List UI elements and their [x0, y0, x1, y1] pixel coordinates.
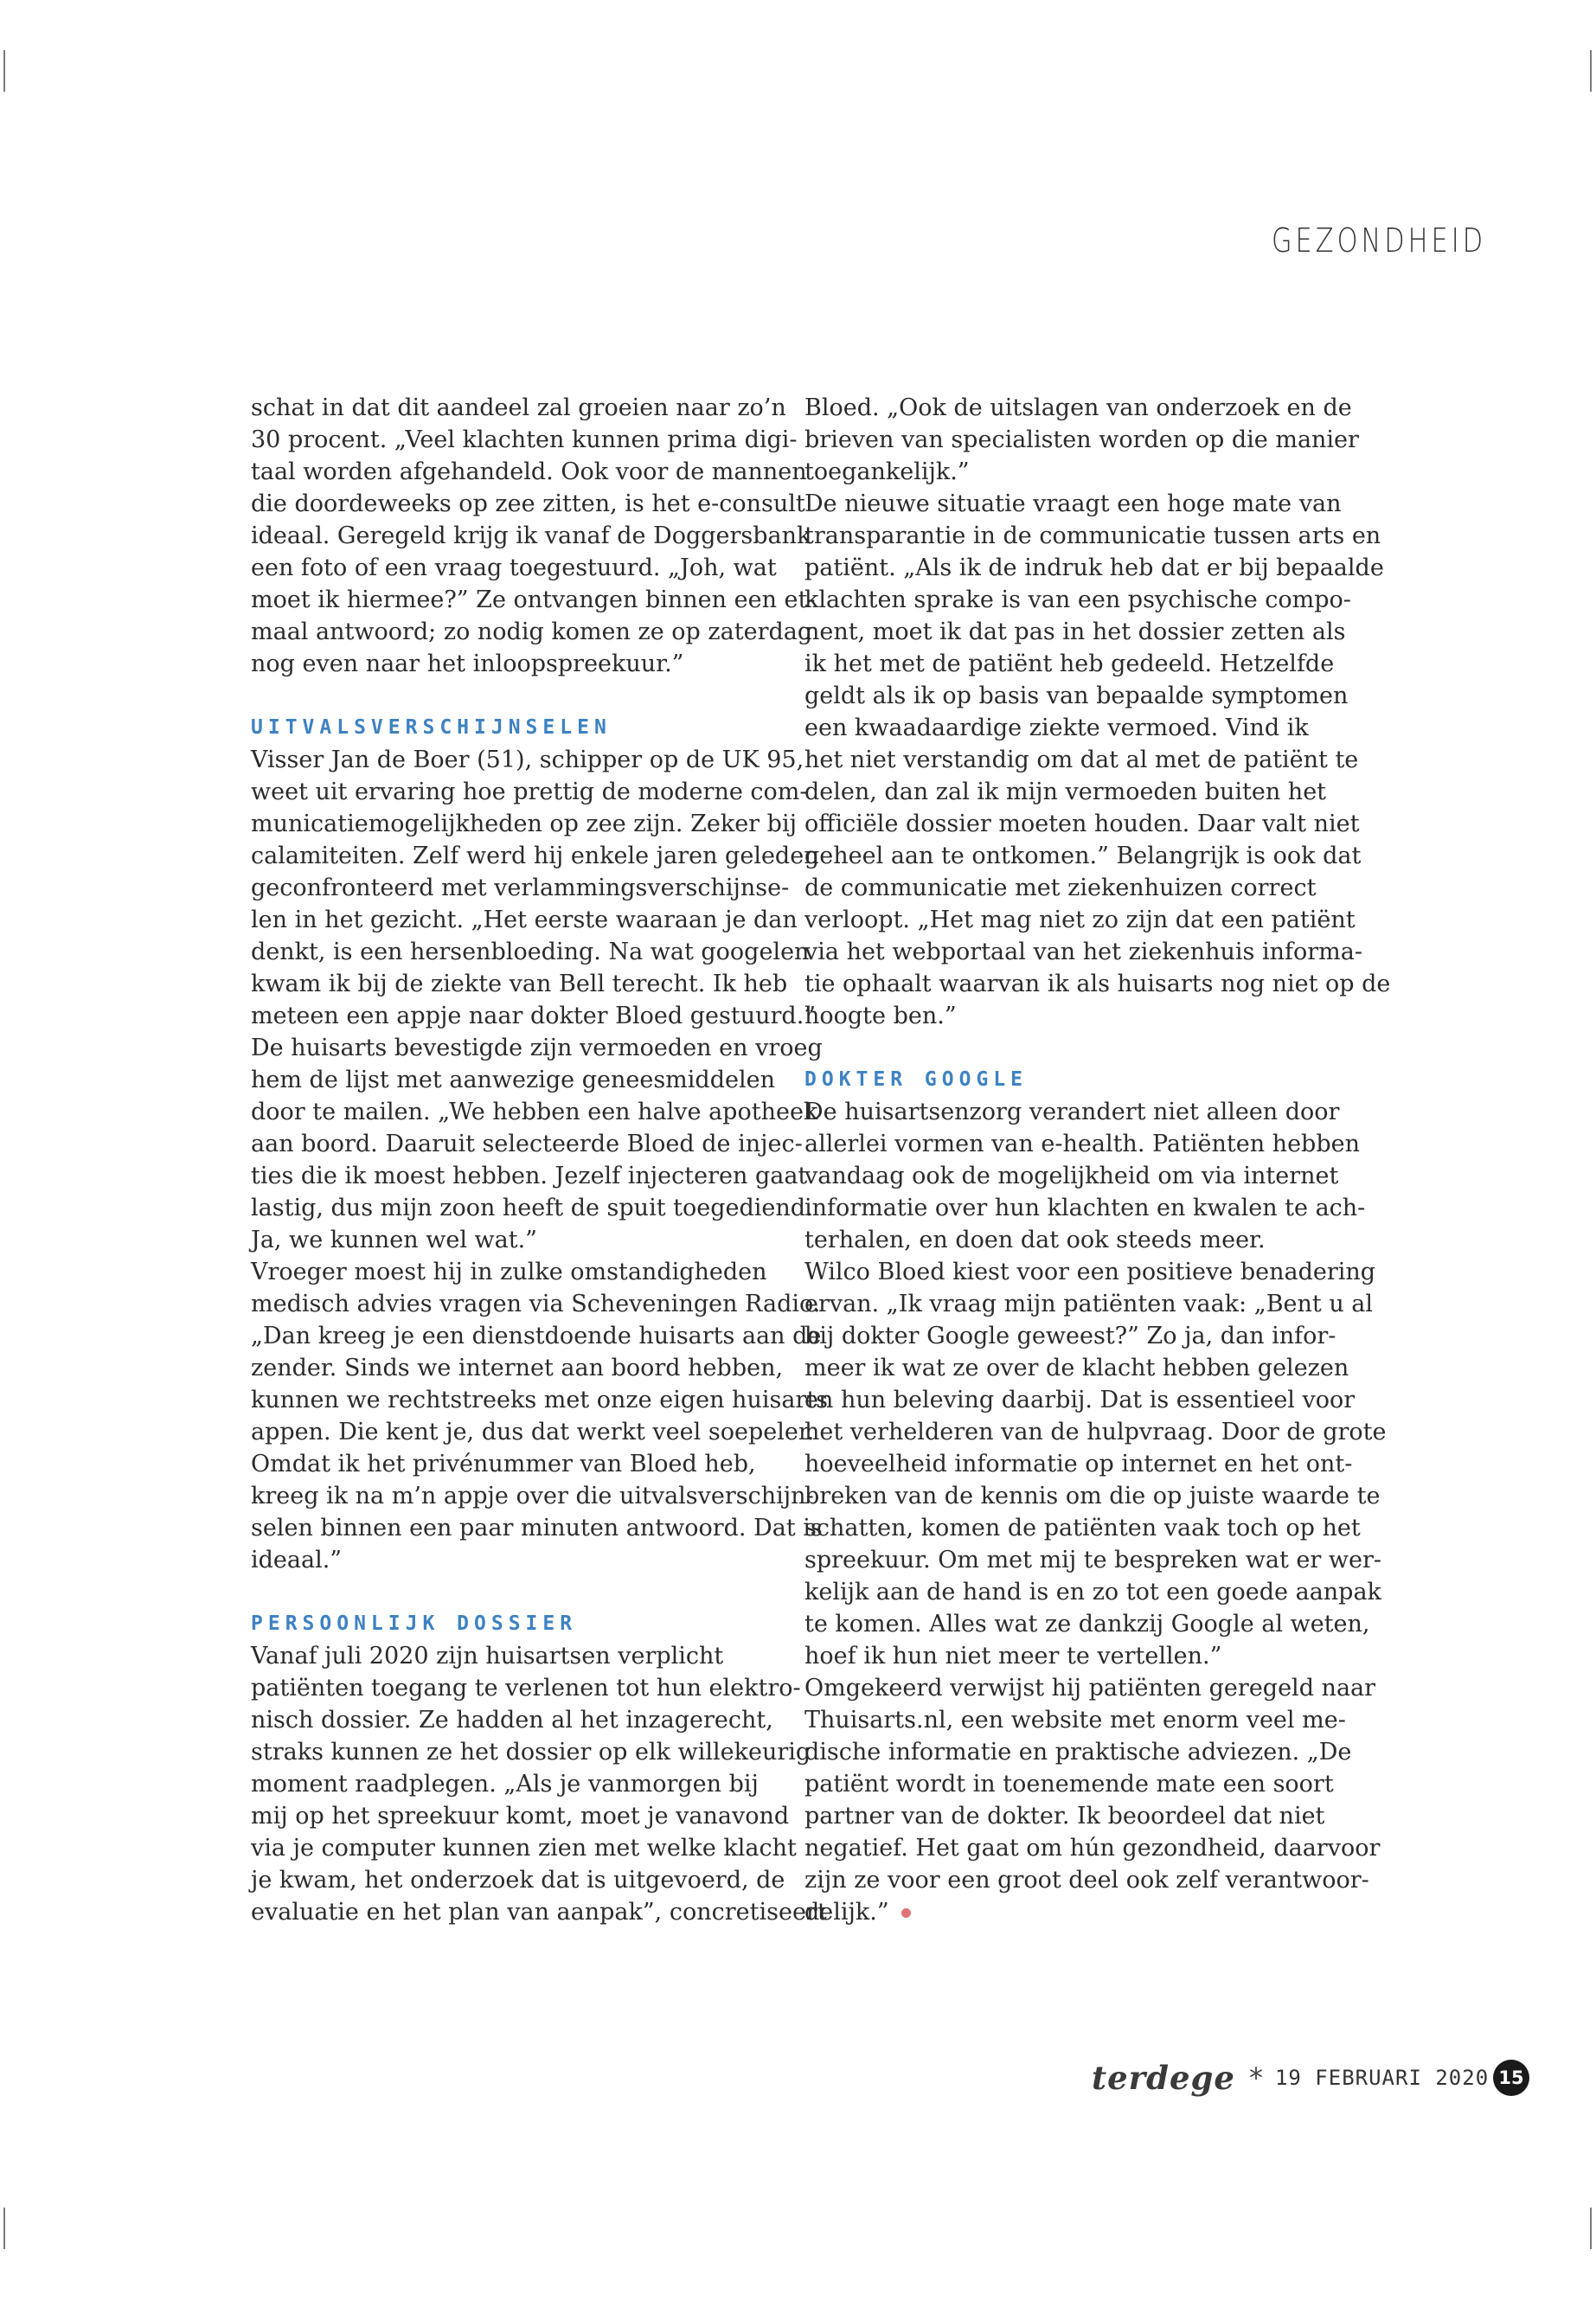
column-right — [804, 392, 1391, 1928]
text-line: allerlei vormen van e-health. Patiënten hebben — [804, 1131, 1360, 1157]
text-line: verloopt. „Het mag niet zo zijn dat een patiënt — [804, 907, 1356, 933]
heading-persoonlijk-dossier: PERSOONLIJK DOSSIER — [251, 1612, 578, 1635]
text-line: hoef ik hun niet meer te vertellen.” — [804, 1643, 1222, 1670]
text-line: via je computer kunnen zien met welke klacht — [251, 1835, 797, 1862]
text-line: door te mailen. „We hebben een halve apotheek — [251, 1099, 818, 1125]
text-line: het niet verstandig om dat al met de patiënt te — [804, 747, 1359, 773]
text-line: medisch advies vragen via Scheveningen Radio. — [251, 1291, 821, 1317]
page-number-badge: 15 — [1493, 2060, 1529, 2096]
text-line: delen, dan zal ik mijn vermoeden buiten het — [804, 779, 1327, 805]
text-line: straks kunnen ze het dossier op elk willekeurig — [251, 1739, 811, 1766]
text-line: zender. Sinds we internet aan boord hebben, — [251, 1355, 784, 1381]
text-line: dische informatie en praktische adviezen. „De — [804, 1739, 1352, 1766]
text-line: denkt, is een hersenbloeding. Na wat googelen — [251, 939, 810, 965]
text-line: die doordeweeks op zee zitten, is het e-consult — [251, 490, 805, 517]
text-line: schat in dat dit aandeel zal groeien naar zo’n — [251, 394, 786, 421]
right-intro-text — [804, 392, 1391, 1032]
crop-mark-top-left — [3, 50, 5, 92]
column-left — [251, 392, 829, 1928]
text-line: De nieuwe situatie vraagt een hoge mate van — [804, 490, 1342, 517]
text-line: je kwam, het onderzoek dat is uitgevoerd, de — [251, 1867, 785, 1894]
text-line: mij op het spreekuur komt, moet je vanavond — [251, 1803, 790, 1830]
spacer — [804, 1032, 1332, 1064]
section-label: GEZONDHEID — [1272, 221, 1487, 260]
text-line: patiënt. „Als ik de indruk heb dat er bij bepaalde — [804, 554, 1384, 581]
text-line: Bloed. „Ook de uitslagen van onderzoek en de — [804, 394, 1352, 421]
end-of-article-dot-icon — [901, 1908, 911, 1918]
text-line: hoeveelheid informatie op internet en het ont- — [804, 1451, 1353, 1477]
text-line: calamiteiten. Zelf werd hij enkele jaren geleden — [251, 843, 819, 869]
text-line: vandaag ook de mogelijkheid om via internet — [804, 1163, 1339, 1189]
text-line: kwam ik bij de ziekte van Bell terecht. Ik heb — [251, 971, 788, 997]
heading-dokter-google: DOKTER GOOGLE — [804, 1068, 1029, 1091]
text-line: len in het gezicht. „Het eerste waaraan je dan — [251, 907, 798, 933]
text-line: geheel aan te ontkomen.” Belangrijk is ook dat — [804, 843, 1362, 869]
text-line: kelijk aan de hand is en zo tot een goede aanpak — [804, 1579, 1381, 1606]
text-line: hem de lijst met aanwezige geneesmiddelen — [251, 1067, 775, 1093]
text-line: Visser Jan de Boer (51), schipper op de UK 95, — [251, 747, 804, 773]
text-line: bij dokter Google geweest?” Zo ja, dan infor- — [804, 1323, 1336, 1349]
text-line: Omgekeerd verwijst hij patiënten geregeld naar — [804, 1675, 1376, 1702]
text-line: ik het met de patiënt heb gedeeld. Hetzelfde — [804, 651, 1335, 677]
text-line: municatiemogelijkheden op zee zijn. Zeker bij — [251, 811, 797, 837]
text-line: schatten, komen de patiënten vaak toch op het — [804, 1515, 1361, 1541]
text-line: De huisartsenzorg verandert niet alleen door — [804, 1099, 1340, 1125]
footer — [1092, 2058, 1489, 2098]
text-line: maal antwoord; zo nodig komen ze op zaterdag — [251, 619, 813, 645]
text-line: Thuisarts.nl, een website met enorm veel me- — [804, 1707, 1346, 1734]
spacer — [251, 1576, 779, 1608]
text-line: brieven van specialisten worden op die manier — [804, 426, 1359, 453]
text-line: een kwaadaardige ziekte vermoed. Vind ik — [804, 715, 1309, 741]
section-dokter-google-text — [804, 1096, 1387, 1928]
text-line: zijn ze voor een groot deel ook zelf verantwoor- — [804, 1867, 1369, 1894]
text-line: evaluatie en het plan van aanpak”, concretiseert — [251, 1899, 827, 1926]
text-line: Ja, we kunnen wel wat.” — [251, 1227, 537, 1253]
text-line: te komen. Alles wat ze dankzij Google al weten, — [804, 1611, 1370, 1638]
text-line: een foto of een vraag toegestuurd. „Joh, wat — [251, 554, 777, 581]
text-line: kreeg ik na m’n appje over die uitvalsverschijn- — [251, 1483, 814, 1509]
crop-mark-top-right — [1590, 50, 1592, 92]
text-line: nisch dossier. Ze hadden al het inzagerecht, — [251, 1707, 773, 1734]
text-line: Vroeger moest hij in zulke omstandigheden — [251, 1259, 767, 1285]
issue-date: 19 FEBRUARI 2020 — [1274, 2066, 1490, 2090]
text-line: aan boord. Daaruit selecteerde Bloed de injec- — [251, 1131, 803, 1157]
section-persoonlijk-dossier-text — [251, 1640, 827, 1928]
text-line: Omdat ik het privénummer van Bloed heb, — [251, 1451, 756, 1477]
text-line: negatief. Het gaat om hún gezondheid, daarvoor — [804, 1835, 1381, 1862]
left-intro-text — [251, 392, 816, 680]
text-line: 30 procent. „Veel klachten kunnen prima digi- — [251, 426, 798, 453]
text-line: patiënt wordt in toenemende mate een soort — [804, 1771, 1334, 1798]
text-line: nog even naar het inloopspreekuur.” — [251, 651, 684, 677]
text-line: „Dan kreeg je een dienstdoende huisarts aan de — [251, 1323, 822, 1349]
text-line: lastig, dus mijn zoon heeft de spuit toegediend. — [251, 1195, 813, 1221]
text-line: taal worden afgehandeld. Ook voor de mannen — [251, 458, 807, 485]
text-line: klachten sprake is van een psychische compo- — [804, 586, 1351, 613]
text-line: appen. Die kent je, dus dat werkt veel soepeler. — [251, 1419, 815, 1445]
text-line: hoogte ben.” — [804, 1003, 957, 1029]
text-line: toegankelijk.” — [804, 458, 970, 485]
section-uitvalsverschijnselen-text — [251, 744, 829, 1576]
text-line: delijk.” — [804, 1896, 1332, 1928]
text-line: Wilco Bloed kiest voor een positieve benadering — [804, 1259, 1376, 1285]
text-line: meer ik wat ze over de klacht hebben gelezen — [804, 1355, 1349, 1381]
crop-mark-bottom-left — [3, 2208, 5, 2249]
text-line: het verhelderen van de hulpvraag. Door de grote — [804, 1419, 1387, 1445]
text-line: nent, moet ik dat pas in het dossier zetten als — [804, 619, 1346, 645]
crop-mark-bottom-right — [1590, 2208, 1592, 2249]
text-line: ervan. „Ik vraag mijn patiënten vaak: „Bent u al — [804, 1291, 1374, 1317]
text-line: transparantie in de communicatie tussen arts en — [804, 522, 1381, 549]
text-line: officiële dossier moeten houden. Daar valt niet — [804, 811, 1360, 837]
text-line: moet ik hiermee?” Ze ontvangen binnen een et- — [251, 586, 816, 613]
text-line: tie ophaalt waarvan ik als huisarts nog niet op de — [804, 971, 1391, 997]
text-line: de communicatie met ziekenhuizen correct — [804, 875, 1317, 901]
text-line: weet uit ervaring hoe prettig de moderne com- — [251, 779, 808, 805]
text-line: via het webportaal van het ziekenhuis informa- — [804, 939, 1362, 965]
text-line: spreekuur. Om met mij te bespreken wat er wer- — [804, 1547, 1382, 1574]
text-line: informatie over hun klachten en kwalen te ach- — [804, 1195, 1366, 1221]
text-line: geconfronteerd met verlammingsverschijnse- — [251, 875, 790, 901]
text-line: breken van de kennis om die op juiste waarde te — [804, 1483, 1381, 1509]
text-line: meteen een appje naar dokter Bloed gestuurd.” — [251, 1003, 817, 1029]
text-line: moment raadplegen. „Als je vanmorgen bij — [251, 1771, 759, 1798]
text-line: en hun beleving daarbij. Dat is essentieel voor — [804, 1387, 1356, 1413]
text-line: Vanaf juli 2020 zijn huisartsen verplicht — [251, 1643, 724, 1670]
text-line: partner van de dokter. Ik beoordeel dat niet — [804, 1803, 1325, 1830]
text-line: geldt als ik op basis van bepaalde symptomen — [804, 683, 1349, 709]
text-line: ties die ik moest hebben. Jezelf injecteren gaat — [251, 1163, 808, 1189]
text-line: terhalen, en doen dat ook steeds meer. — [804, 1227, 1266, 1253]
spacer — [251, 680, 779, 712]
text-line: ideaal.” — [251, 1547, 343, 1574]
magazine-logo: terdege — [1092, 2059, 1235, 2097]
text-line: patiënten toegang te verlenen tot hun elektro- — [251, 1675, 801, 1702]
text-line: ideaal. Geregeld krijg ik vanaf de Doggersbank — [251, 522, 811, 549]
text-line: kunnen we rechtstreeks met onze eigen huisarts — [251, 1387, 829, 1413]
heading-uitvalsverschijnselen: UITVALSVERSCHIJNSELEN — [251, 716, 612, 739]
text-line: De huisarts bevestigde zijn vermoeden en vroeg — [251, 1035, 823, 1061]
text-line: selen binnen een paar minuten antwoord. Dat is — [251, 1515, 823, 1541]
asterisk-separator-icon: * — [1248, 2061, 1263, 2094]
